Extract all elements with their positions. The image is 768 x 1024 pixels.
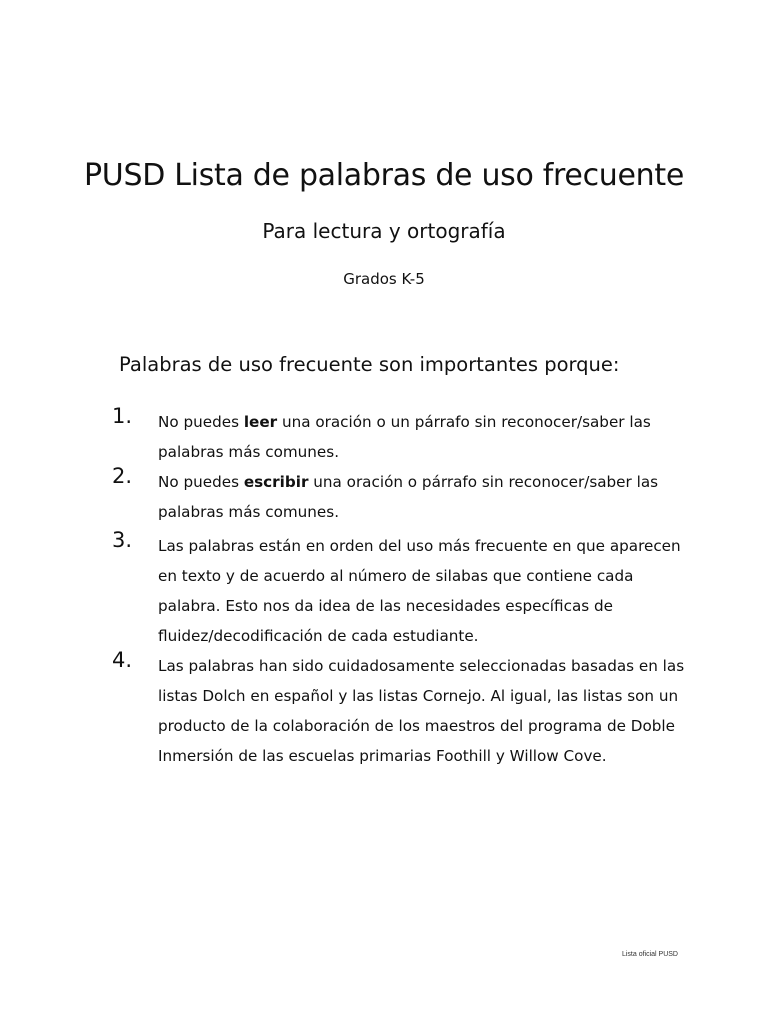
reason-text-end: una oración o párrafo sin reconocer/saber las palabras más comunes. [158, 473, 659, 521]
reason-number: 1. [112, 404, 133, 428]
reason-text [158, 407, 698, 467]
page-title: PUSD Lista de palabras de uso frecuente [84, 158, 684, 193]
page-subtitle: Para lectura y ortografía [262, 219, 506, 243]
reason-text [158, 467, 698, 527]
reason-number: 4. [112, 648, 133, 672]
reason-text-end: una oración o un párrafo sin reconocer/saber las palabras más comunes. [158, 413, 651, 461]
reason-text-start: Las palabras han sido cuidadosamente seleccionadas basadas en las listas Dolch en español y las listas Cornejo. Al igual, las listas son un producto de la colaboración de los maestros del programa de Doble Inmersión de las escuelas primarias Foothill y Willow Cove. [158, 657, 685, 765]
reason-emphasis: leer [243, 413, 278, 431]
reason-text-start: No puedes [158, 473, 244, 491]
intro-heading: Palabras de uso frecuente son importantes porque: [119, 353, 620, 376]
reason-text [158, 531, 698, 651]
footer-label: Lista oficial PUSD [621, 951, 678, 958]
grade-range: Grados K-5 [343, 270, 425, 288]
reason-text-start: Las palabras están en orden del uso más frecuente en que aparecen en texto y de acuerdo al número de silabas que contiene cada palabra. Esto nos da idea de las necesidades específicas de fluidez/decodificación de cada estudiante. [158, 537, 681, 645]
reason-number: 2. [112, 464, 133, 488]
reason-text-start: No puedes [158, 413, 244, 431]
reason-emphasis: escribir [243, 473, 309, 491]
reason-text [158, 651, 698, 771]
reason-number: 3. [112, 528, 133, 552]
